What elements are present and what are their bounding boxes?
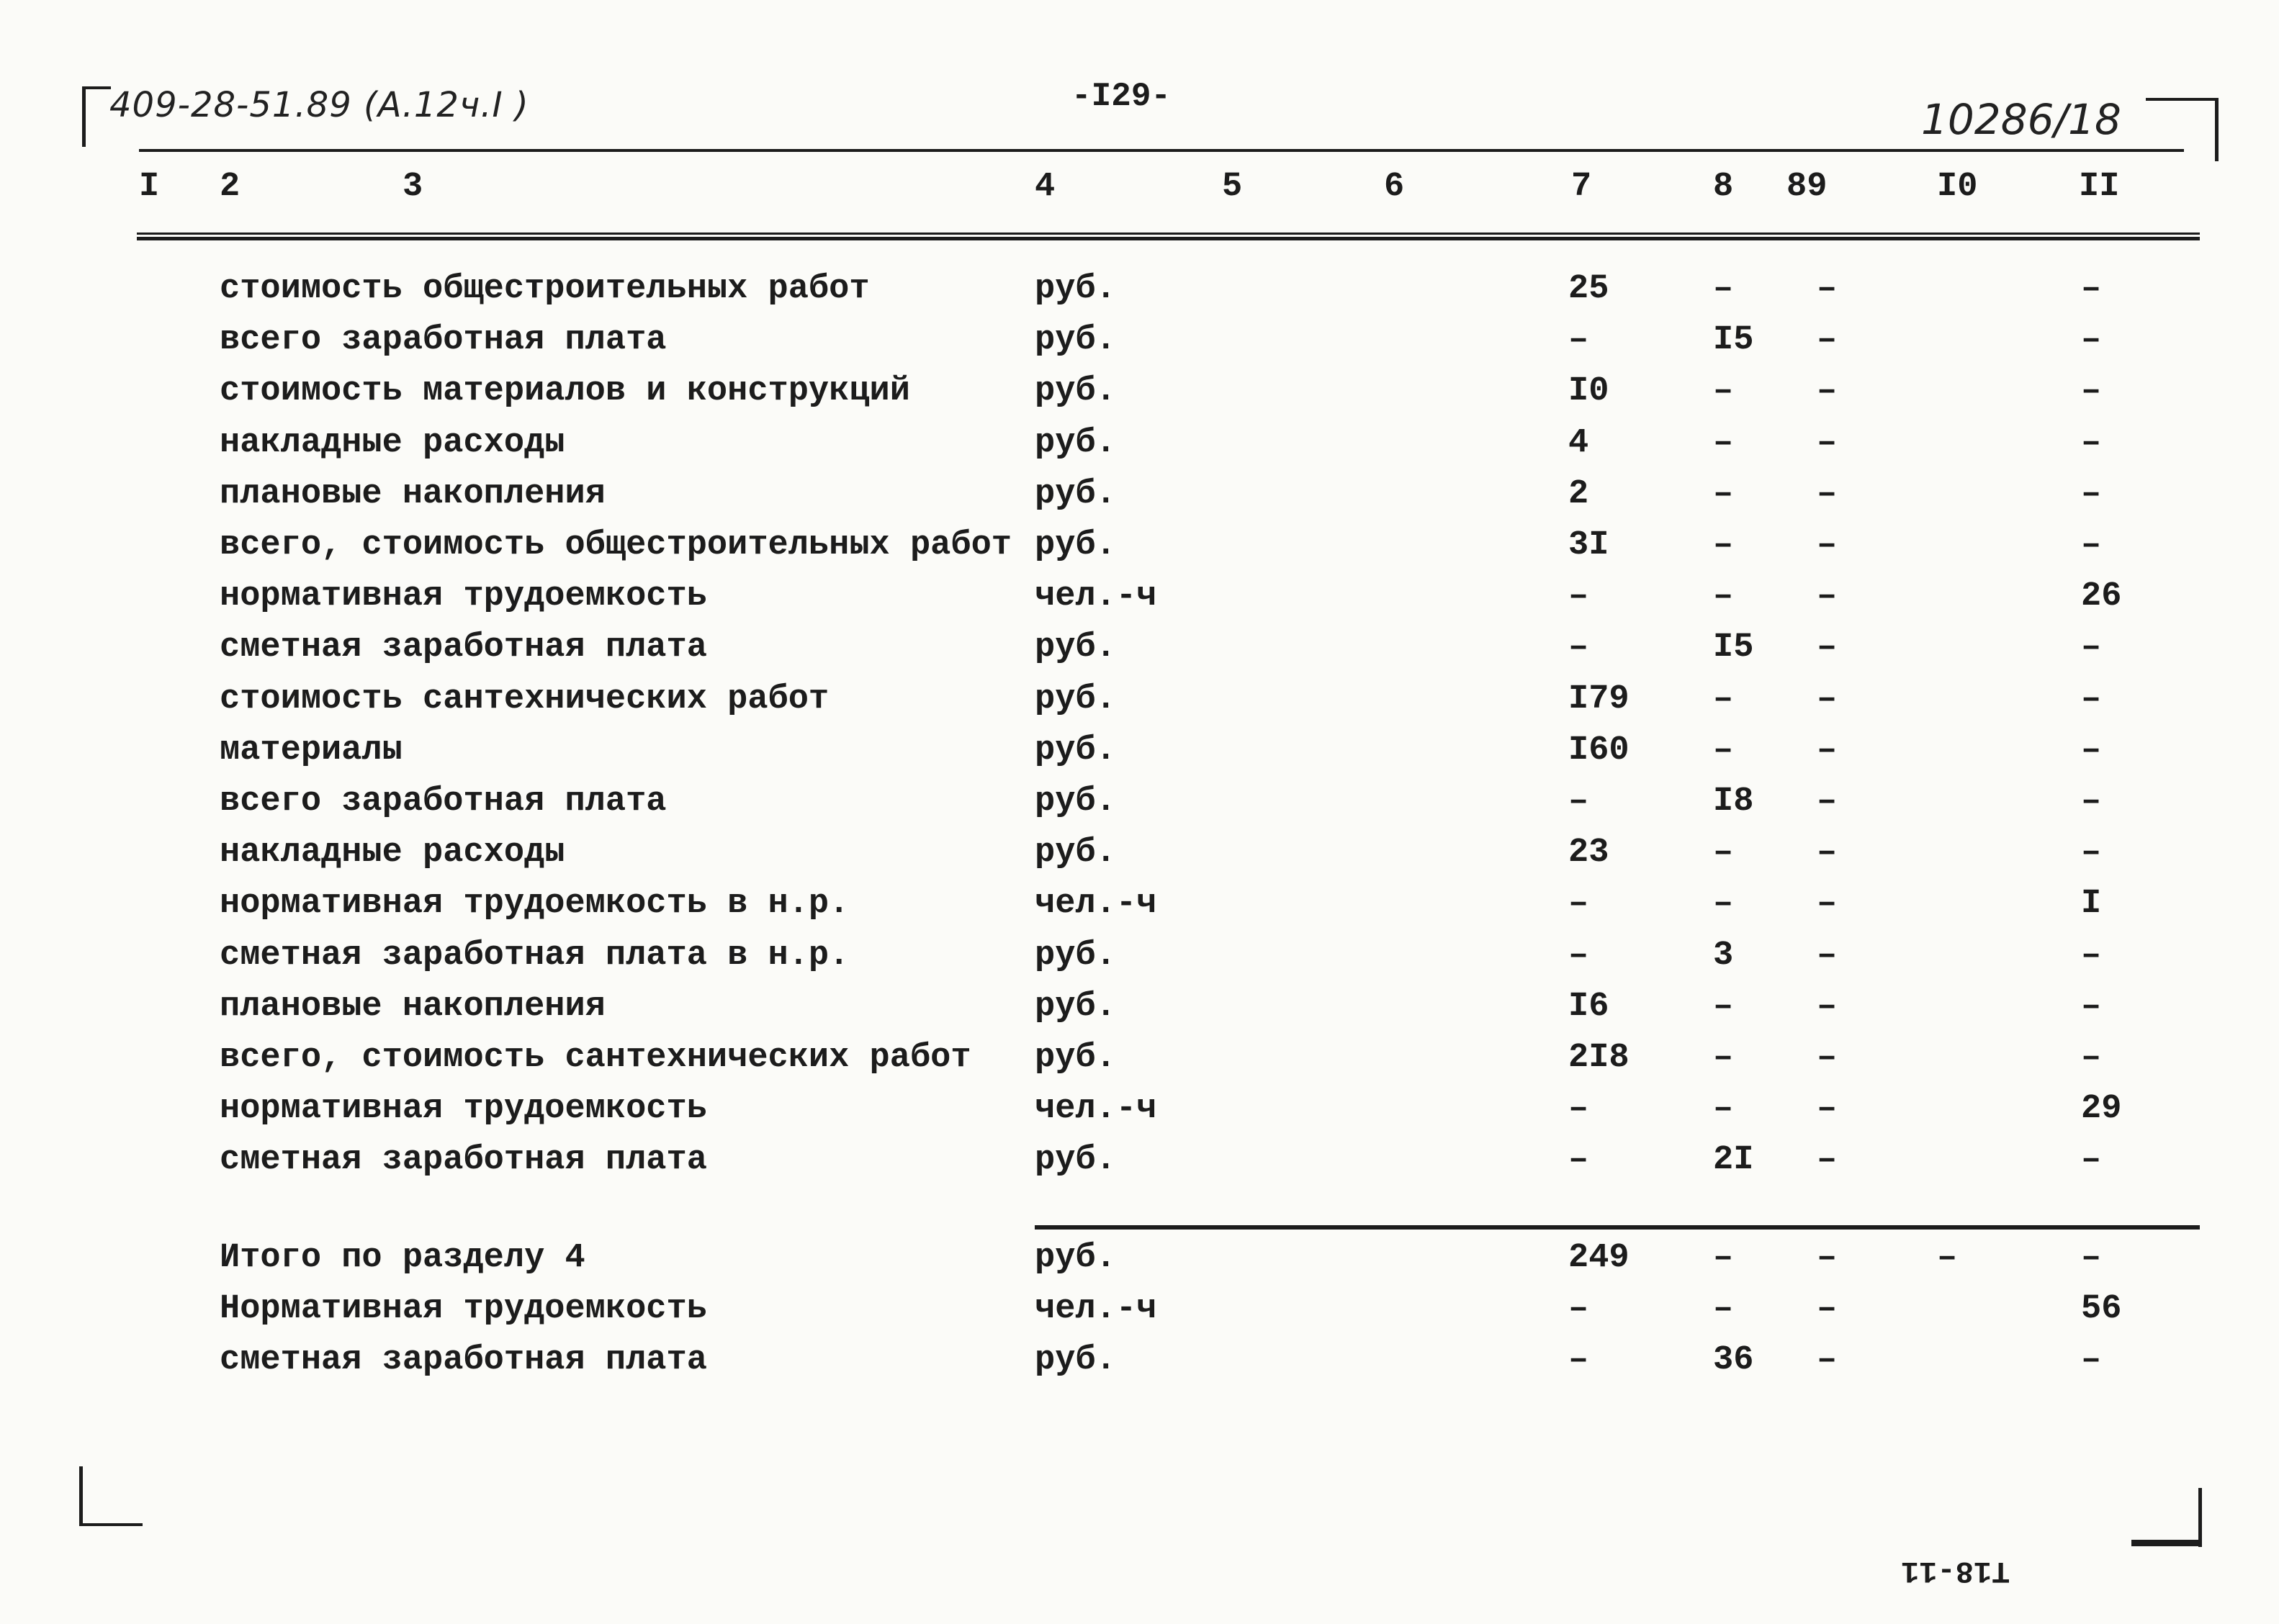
row-label: сметная заработная плата в н.р. bbox=[220, 937, 850, 975]
column-number-4: 4 bbox=[1035, 168, 1056, 206]
col9-value: – bbox=[1817, 834, 1838, 872]
column-number-5: 5 bbox=[1222, 168, 1243, 206]
col9-value: – bbox=[1817, 372, 1838, 410]
row-label: всего заработная плата bbox=[220, 321, 667, 359]
col9-value: – bbox=[1817, 526, 1838, 564]
col9-value: – bbox=[1817, 424, 1838, 462]
total-row bbox=[0, 1340, 2279, 1381]
col8-value: I8 bbox=[1713, 782, 1754, 821]
row-unit: руб. bbox=[1035, 424, 1116, 462]
row-label: всего, стоимость общестроительных работ bbox=[220, 526, 1012, 564]
row-unit: руб. bbox=[1035, 937, 1116, 975]
col9-value: – bbox=[1817, 270, 1838, 308]
row-label: накладные расходы bbox=[220, 834, 565, 872]
col11-value: – bbox=[2081, 1341, 2102, 1379]
row-unit: руб. bbox=[1035, 680, 1116, 718]
col7-value: I6 bbox=[1568, 988, 1609, 1026]
corner-mark-top-right-vertical bbox=[2215, 98, 2219, 161]
column-number-2: 2 bbox=[220, 168, 241, 206]
row-label: сметная заработная плата bbox=[220, 1141, 707, 1179]
row-unit: руб. bbox=[1035, 270, 1116, 308]
header-rule bbox=[139, 149, 2184, 152]
column-header-rule bbox=[137, 233, 2200, 235]
col7-value: 25 bbox=[1568, 270, 1609, 308]
col11-value: – bbox=[2081, 424, 2102, 462]
col11-value: – bbox=[2081, 628, 2102, 667]
col9-value: – bbox=[1817, 1141, 1838, 1179]
col9-value: – bbox=[1817, 321, 1838, 359]
corner-mark-top-right bbox=[2146, 98, 2216, 101]
column-number-8: 8 bbox=[1713, 168, 1734, 206]
col8-value: – bbox=[1713, 988, 1734, 1026]
col8-value: – bbox=[1713, 475, 1734, 513]
col7-value: – bbox=[1568, 1141, 1589, 1179]
col11-value: – bbox=[2081, 782, 2102, 821]
row-unit: руб. bbox=[1035, 526, 1116, 564]
row-unit: руб. bbox=[1035, 988, 1116, 1026]
col7-value: – bbox=[1568, 321, 1589, 359]
col8-value: – bbox=[1713, 526, 1734, 564]
col7-value: I60 bbox=[1568, 731, 1630, 770]
row-unit: чел.-ч bbox=[1035, 1090, 1157, 1128]
col8-value: – bbox=[1713, 372, 1734, 410]
col11-value: – bbox=[2081, 1039, 2102, 1077]
col11-value: – bbox=[2081, 937, 2102, 975]
col9-value: – bbox=[1817, 782, 1838, 821]
table-row bbox=[0, 577, 2279, 617]
row-label: всего, стоимость сантехнических работ bbox=[220, 1039, 971, 1077]
col9-value: – bbox=[1817, 731, 1838, 770]
col7-value: – bbox=[1568, 782, 1589, 821]
col9-value: – bbox=[1817, 988, 1838, 1026]
table-row bbox=[0, 320, 2279, 361]
col8-value: 36 bbox=[1713, 1341, 1754, 1379]
col7-value: – bbox=[1568, 1341, 1589, 1379]
col9-value: – bbox=[1817, 1290, 1838, 1328]
corner-mark-bottom-right bbox=[2198, 1488, 2202, 1547]
corner-mark-bottom-right-tick bbox=[2131, 1540, 2202, 1546]
col11-value: 29 bbox=[2081, 1090, 2122, 1128]
col11-value: – bbox=[2081, 1239, 2102, 1277]
col8-value: – bbox=[1713, 1039, 1734, 1077]
row-unit: чел.-ч bbox=[1035, 577, 1157, 615]
row-unit: руб. bbox=[1035, 834, 1116, 872]
table-row bbox=[0, 628, 2279, 668]
column-header-rule-thick bbox=[137, 237, 2200, 240]
corner-mark-top-left bbox=[82, 88, 86, 147]
row-unit: руб. bbox=[1035, 1039, 1116, 1077]
table-row bbox=[0, 680, 2279, 720]
row-unit: руб. bbox=[1035, 372, 1116, 410]
col11-value: – bbox=[2081, 680, 2102, 718]
row-label: плановые накопления bbox=[220, 475, 606, 513]
total-row bbox=[0, 1238, 2279, 1278]
column-number-9: 89 bbox=[1786, 168, 1828, 206]
row-label: нормативная трудоемкость bbox=[220, 1090, 707, 1128]
corner-mark-bottom-left bbox=[79, 1466, 83, 1526]
col8-value: – bbox=[1713, 731, 1734, 770]
col11-value: – bbox=[2081, 526, 2102, 564]
col9-value: – bbox=[1817, 1341, 1838, 1379]
table-row bbox=[0, 525, 2279, 566]
col8-value: – bbox=[1713, 680, 1734, 718]
col7-value: 23 bbox=[1568, 834, 1609, 872]
row-label: стоимость материалов и конструкций bbox=[220, 372, 910, 410]
col11-value: 56 bbox=[2081, 1290, 2122, 1328]
corner-mark-bottom-left-tick bbox=[79, 1523, 143, 1526]
table-row bbox=[0, 474, 2279, 515]
col8-value: 2I bbox=[1713, 1141, 1754, 1179]
column-number-1: I bbox=[139, 168, 160, 206]
row-label: сметная заработная плата bbox=[220, 1341, 707, 1379]
totals-rule bbox=[1035, 1225, 2200, 1230]
row-label: материалы bbox=[220, 731, 403, 770]
col9-value: – bbox=[1817, 885, 1838, 923]
col8-value: – bbox=[1713, 1290, 1734, 1328]
col10-value: – bbox=[1937, 1239, 1958, 1277]
col7-value: – bbox=[1568, 1090, 1589, 1128]
row-label: сметная заработная плата bbox=[220, 628, 707, 667]
col7-value: I0 bbox=[1568, 372, 1609, 410]
row-label: стоимость сантехнических работ bbox=[220, 680, 830, 718]
row-unit: чел.-ч bbox=[1035, 885, 1157, 923]
document-code: 409-28-51.89 (А.12ч.I ) bbox=[109, 85, 529, 125]
col11-value: – bbox=[2081, 321, 2102, 359]
col7-value: – bbox=[1568, 577, 1589, 615]
col8-value: – bbox=[1713, 424, 1734, 462]
col7-value: 2 bbox=[1568, 475, 1589, 513]
col7-value: 4 bbox=[1568, 424, 1589, 462]
table-row bbox=[0, 371, 2279, 412]
row-label: стоимость общестроительных работ bbox=[220, 270, 870, 308]
page-number: -I29- bbox=[1071, 78, 1172, 115]
col11-value: – bbox=[2081, 475, 2102, 513]
col9-value: – bbox=[1817, 1090, 1838, 1128]
row-unit: руб. bbox=[1035, 628, 1116, 667]
col11-value: 26 bbox=[2081, 577, 2122, 615]
row-label: Нормативная трудоемкость bbox=[220, 1290, 707, 1328]
table-row bbox=[0, 782, 2279, 822]
col11-value: – bbox=[2081, 270, 2102, 308]
col8-value: 3 bbox=[1713, 937, 1734, 975]
footer-stamp: Т18-11 bbox=[1901, 1553, 2010, 1588]
column-number-11: II bbox=[2079, 168, 2120, 206]
col7-value: – bbox=[1568, 628, 1589, 667]
col9-value: – bbox=[1817, 1239, 1838, 1277]
col8-value: – bbox=[1713, 834, 1734, 872]
table-row bbox=[0, 833, 2279, 873]
col7-value: I79 bbox=[1568, 680, 1630, 718]
table-row bbox=[0, 987, 2279, 1027]
col11-value: – bbox=[2081, 731, 2102, 770]
col8-value: – bbox=[1713, 885, 1734, 923]
col7-value: 249 bbox=[1568, 1239, 1630, 1277]
sheet-reference: 10286/18 bbox=[1921, 95, 2121, 144]
column-number-7: 7 bbox=[1571, 168, 1592, 206]
col8-value: I5 bbox=[1713, 321, 1754, 359]
row-unit: руб. bbox=[1035, 321, 1116, 359]
col9-value: – bbox=[1817, 937, 1838, 975]
column-number-3: 3 bbox=[403, 168, 423, 206]
col7-value: – bbox=[1568, 1290, 1589, 1328]
col11-value: I bbox=[2081, 885, 2102, 923]
col7-value: 3I bbox=[1568, 526, 1609, 564]
row-label: накладные расходы bbox=[220, 424, 565, 462]
col8-value: – bbox=[1713, 1239, 1734, 1277]
col11-value: – bbox=[2081, 988, 2102, 1026]
row-label: плановые накопления bbox=[220, 988, 606, 1026]
column-number-10: I0 bbox=[1937, 168, 1978, 206]
table-row bbox=[0, 1140, 2279, 1181]
col9-value: – bbox=[1817, 577, 1838, 615]
table-row bbox=[0, 884, 2279, 924]
col11-value: – bbox=[2081, 834, 2102, 872]
corner-mark-top-left-tick bbox=[82, 86, 111, 89]
col9-value: – bbox=[1817, 475, 1838, 513]
row-unit: руб. bbox=[1035, 1141, 1116, 1179]
col11-value: – bbox=[2081, 1141, 2102, 1179]
table-row bbox=[0, 731, 2279, 771]
row-unit: руб. bbox=[1035, 731, 1116, 770]
col7-value: – bbox=[1568, 885, 1589, 923]
table-row bbox=[0, 269, 2279, 310]
col8-value: – bbox=[1713, 577, 1734, 615]
col11-value: – bbox=[2081, 372, 2102, 410]
row-unit: руб. bbox=[1035, 475, 1116, 513]
row-unit: чел.-ч bbox=[1035, 1290, 1157, 1328]
row-label: всего заработная плата bbox=[220, 782, 667, 821]
total-row bbox=[0, 1289, 2279, 1330]
col9-value: – bbox=[1817, 628, 1838, 667]
row-unit: руб. bbox=[1035, 782, 1116, 821]
col7-value: 2I8 bbox=[1568, 1039, 1630, 1077]
row-unit: руб. bbox=[1035, 1341, 1116, 1379]
row-unit: руб. bbox=[1035, 1239, 1116, 1277]
row-label: нормативная трудоемкость bbox=[220, 577, 707, 615]
table-row bbox=[0, 1089, 2279, 1129]
col8-value: – bbox=[1713, 270, 1734, 308]
table-row bbox=[0, 936, 2279, 976]
col9-value: – bbox=[1817, 1039, 1838, 1077]
table-row bbox=[0, 423, 2279, 464]
table-row bbox=[0, 1038, 2279, 1078]
column-number-6: 6 bbox=[1384, 168, 1405, 206]
col7-value: – bbox=[1568, 937, 1589, 975]
row-label: Итого по разделу 4 bbox=[220, 1239, 585, 1277]
row-label: нормативная трудоемкость в н.р. bbox=[220, 885, 850, 923]
col9-value: – bbox=[1817, 680, 1838, 718]
col8-value: I5 bbox=[1713, 628, 1754, 667]
col8-value: – bbox=[1713, 1090, 1734, 1128]
